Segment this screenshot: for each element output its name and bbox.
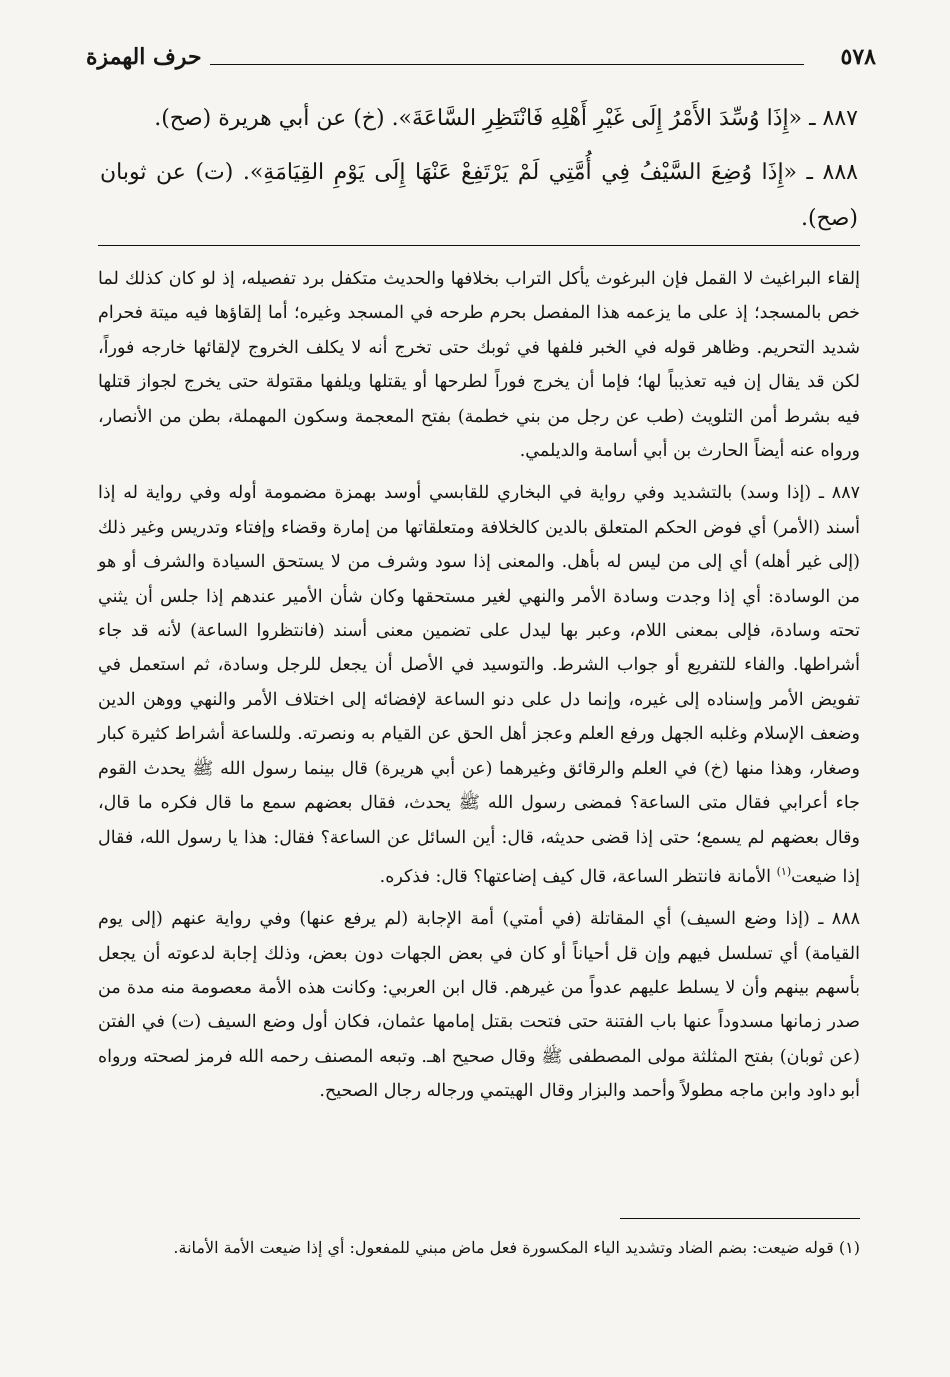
footnote-divider xyxy=(620,1218,860,1219)
hadith-887: ٨٨٧ ـ «إِذَا وُسِّدَ الأَمْرُ إِلَى غَيْرِ أَهْلِهِ فَانْتَظِرِ السَّاعَةَ». (خ) عن أبي هريرة (صح). xyxy=(154,106,858,131)
commentary-887-text: ٨٨٧ ـ (إذا وسد) بالتشديد وفي رواية في البخاري للقابسي أوسد بهمزة مضمومة أوله وفي رواية له إذا أسند (الأمر) أي فوض الحكم المتعلق بالدين كالخلافة ومتعلقاتها من إمارة وقضاء وإفتاء وتدريس وغير ذلك (إلى غير أهله) أي إلى من ليس له بأهل. والمعنى إذا سود وشرف من لا يستحق السيادة والشرف أو هو من الوسادة: أي إذا وجدت وسادة الأمر والنهي لغير مستحقها وكان شأن الأمير عندهم إذا جلس أن يثني تحته وسادة، فإلى بمعنى اللام، وعبر بها ليدل على تضمين معنى أسند (فانتظروا الساعة) لأنه قد جاء أشراطها. والفاء للتفريع أو جواب الشرط. والتوسيد في الأصل أن يجعل للرجل وسادة، ثم استعمل في تفويض الأمر وإسناده إلى غيره، وإنما دل على دنو الساعة لإفضائه إلى اختلاف الأمر والنهي ووهن الدين وضعف الإسلام وغلبه الجهل ورفع العلم وعجز أهل الحق عن القيام به ونصرته. وللساعة أشراط كثيرة كبار وصغار، وهذا منها (خ) في العلم والرقائق وغيرهما (عن أبي هريرة) قال بينما رسول الله ﷺ يحدث القوم جاء أعرابي فقال متى الساعة؟ فمضى رسول الله ﷺ يحدث، فقال بعضهم سمع ما قال فكره ما قال، وقال بعضهم لم يسمع؛ حتى إذا قضى حديثه، قال: أين السائل عن الساعة؟ فقال: هذا يا رسول الله، فقال إذا ضيعت xyxy=(98,483,860,887)
footnote: (١) قوله ضيعت: بضم الضاد وتشديد الياء المكسورة فعل ماض مبني للمفعول: أي إذا ضيعت الأمة الأمانة. xyxy=(173,1238,860,1257)
hadith-888: ٨٨٨ ـ «إِذَا وُضِعَ السَّيْفُ فِي أُمَّتِي لَمْ يَرْتَفِعْ عَنْهَا إِلَى يَوْمِ القِيَامَةِ». (ت) عن ثوبان (صح). xyxy=(100,160,858,231)
section-title: حرف الهمزة xyxy=(86,44,202,70)
main-divider xyxy=(98,245,860,246)
header-rule xyxy=(210,64,804,65)
page-header xyxy=(86,42,876,76)
commentary-para-1: إلقاء البراغيث لا القمل فإن البرغوث يأكل التراب بخلافها والحديث متكفل برد تفصيله، إذ لو كان كذلك لما خص بالمسجد؛ إذ على ما يزعمه هذا المفصل بحرم طرحه في المسجد وغيره؛ أما إلقاؤها فيه ميتة فحرام شديد التحريم. وظاهر قوله في الخبر فلفها في ثوبك حتى تخرج أنه لا يكلف الخروج لإلقائها خارجه فوراً، لكن قد يقال إن فيه تعذيباً لها؛ فإما أن يخرج فوراً لطرحها أو يقتلها ويلفها مقتولة حتى يخرج لجواز قتلها فيه بشرط أمن التلويث (طب عن رجل من بني خطمة) بفتح المعجمة وسكون المهملة، بطن من الأنصار، ورواه عنه أيضاً الحارث بن أبي أسامة والديلمي. xyxy=(98,269,860,462)
commentary-para-887 xyxy=(98,476,860,894)
commentary-887-end: الأمانة فانتظر الساعة، قال كيف إضاعتها؟ قال: فذكره. xyxy=(379,866,772,887)
commentary xyxy=(98,262,860,1109)
commentary-para-888: ٨٨٨ ـ (إذا وضع السيف) أي المقاتلة (في أمتي) أمة الإجابة (لم يرفع عنها) وفي رواية عنهم (إلى يوم القيامة) أي تسلسل فيهم وإن قل أحياناً أو كان في بعض الجهات دون بعض، وذلك إجابة لدعوته أن يجعل بأسهم بينهم وأن لا يسلط عليهم عدواً من غيرهم. قال ابن العربي: وكانت هذه الأمة معصومة منه مدة من صدر زمانها مسدوداً عنها باب الفتنة حتى فتحت بقتل إمامها عثمان، فكان أول وضع السيف (ت) في الفتن (عن ثوبان) بفتح المثلثة مولى المصطفى ﷺ وقال صحيح اهـ. وتبعه المصنف رحمه الله فرمز لصحته ورواه أبو داود وابن ماجه مطولاً وأحمد والبزار وقال الهيتمي ورجاله رجال الصحيح. xyxy=(98,909,860,1102)
page-number: ٥٧٨ xyxy=(840,44,876,70)
footnote-marker: (١) xyxy=(776,864,792,878)
